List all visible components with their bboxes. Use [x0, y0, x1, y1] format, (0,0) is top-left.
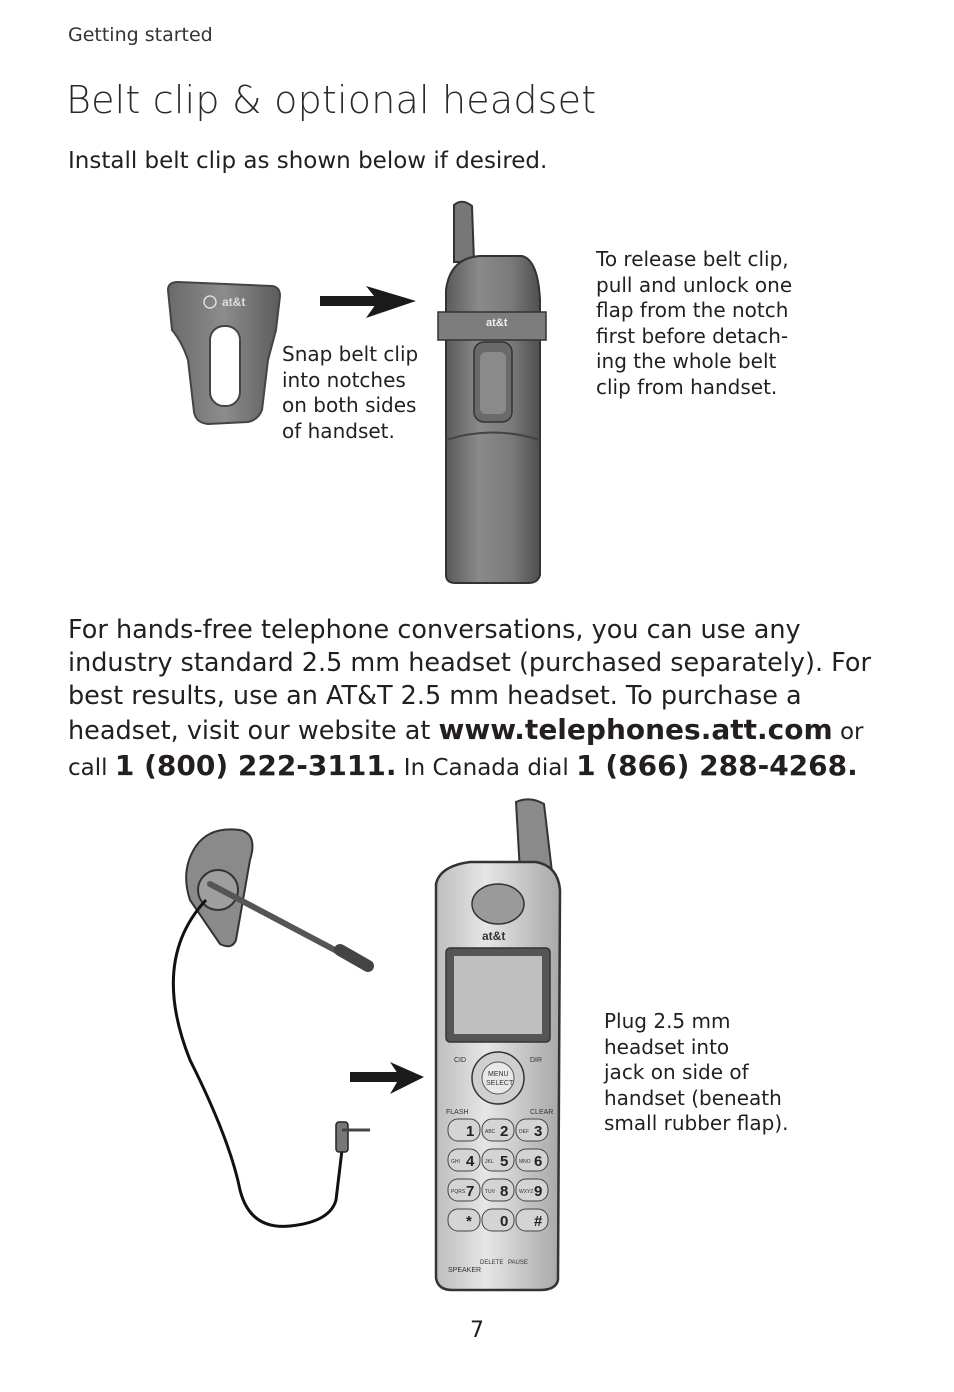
keypad-key-label: 4	[466, 1153, 475, 1170]
page-title: Belt clip & optional headset	[66, 78, 597, 122]
keypad-key-label: 2	[500, 1123, 509, 1140]
keypad-key	[482, 1209, 514, 1231]
clear-label: CLEAR	[530, 1109, 554, 1116]
delete-label: DELETE	[480, 1260, 504, 1266]
cid-label: CID	[454, 1057, 467, 1064]
keypad-key	[448, 1209, 480, 1231]
keypad-key-label: 3	[534, 1123, 543, 1140]
keypad-key-letters: MNO	[519, 1159, 531, 1165]
page-number: 7	[470, 1318, 484, 1343]
keypad-key-letters: ABC	[485, 1129, 496, 1135]
keypad-key-label: *	[466, 1213, 472, 1230]
handset-back-logo: at&t	[486, 317, 508, 329]
keypad-key-label: 5	[500, 1153, 509, 1170]
dir-label: DIR	[530, 1057, 543, 1064]
pause-label: PAUSE	[508, 1260, 528, 1266]
section-header: Getting started	[68, 24, 213, 46]
keypad-key-label: 1	[466, 1123, 475, 1140]
keypad-key	[448, 1119, 480, 1141]
speaker-label: SPEAKER	[448, 1267, 482, 1274]
select-key-label: SELECT	[486, 1080, 514, 1087]
handset-front	[436, 799, 560, 1290]
website-url: www.telephones.att.com	[438, 713, 833, 746]
snap-caption: Snap belt clip into notches on both sides of handset.	[282, 342, 419, 443]
keypad-key-label: 6	[534, 1153, 543, 1170]
keypad-key-letters: WXYZ	[519, 1189, 534, 1195]
phone-us: 1 (800) 222-3111.	[114, 749, 397, 782]
release-caption: To release belt clip, pull and unlock one flap from the notch first before detach- ing the whole belt clip from handset.	[596, 247, 793, 399]
headset-text-1: For hands-free telephone conversations, you can use any industry standard 2.5 mm headset (purchased separately). For best results, use an AT&T 2.5 mm headset. To purchase a headset, visit our website at	[68, 615, 872, 746]
keypad-key-label: 0	[500, 1213, 509, 1230]
keypad-key-letters: PQRS	[451, 1189, 466, 1195]
plug-caption: Plug 2.5 mm headset into jack on side of handset (beneath small rubber flap).	[604, 1009, 789, 1135]
keypad-key-label: 7	[466, 1183, 475, 1200]
clip-logo: at&t	[222, 295, 246, 309]
keypad-key-label: #	[534, 1213, 543, 1230]
keypad-key-letters: JKL	[485, 1159, 494, 1165]
menu-key-label: MENU	[488, 1071, 509, 1078]
keypad-key-letters: DEF	[519, 1129, 529, 1135]
arrow-right-icon	[350, 1062, 424, 1094]
handset-logo: at&t	[482, 929, 506, 943]
keypad-key	[516, 1209, 548, 1231]
keypad-key-label: 9	[534, 1183, 543, 1200]
phone-canada: 1 (866) 288-4268.	[576, 749, 858, 782]
intro-text: Install belt clip as shown below if desired.	[68, 148, 548, 174]
flash-label: FLASH	[446, 1109, 469, 1116]
keypad-key-letters: TUV	[485, 1189, 495, 1195]
headset	[173, 829, 370, 1226]
keypad-key-letters: GHI	[451, 1159, 460, 1165]
headset-text-3: In Canada dial	[396, 755, 577, 781]
keypad-key-label: 8	[500, 1183, 509, 1200]
headset-text-2: or call	[68, 719, 864, 781]
